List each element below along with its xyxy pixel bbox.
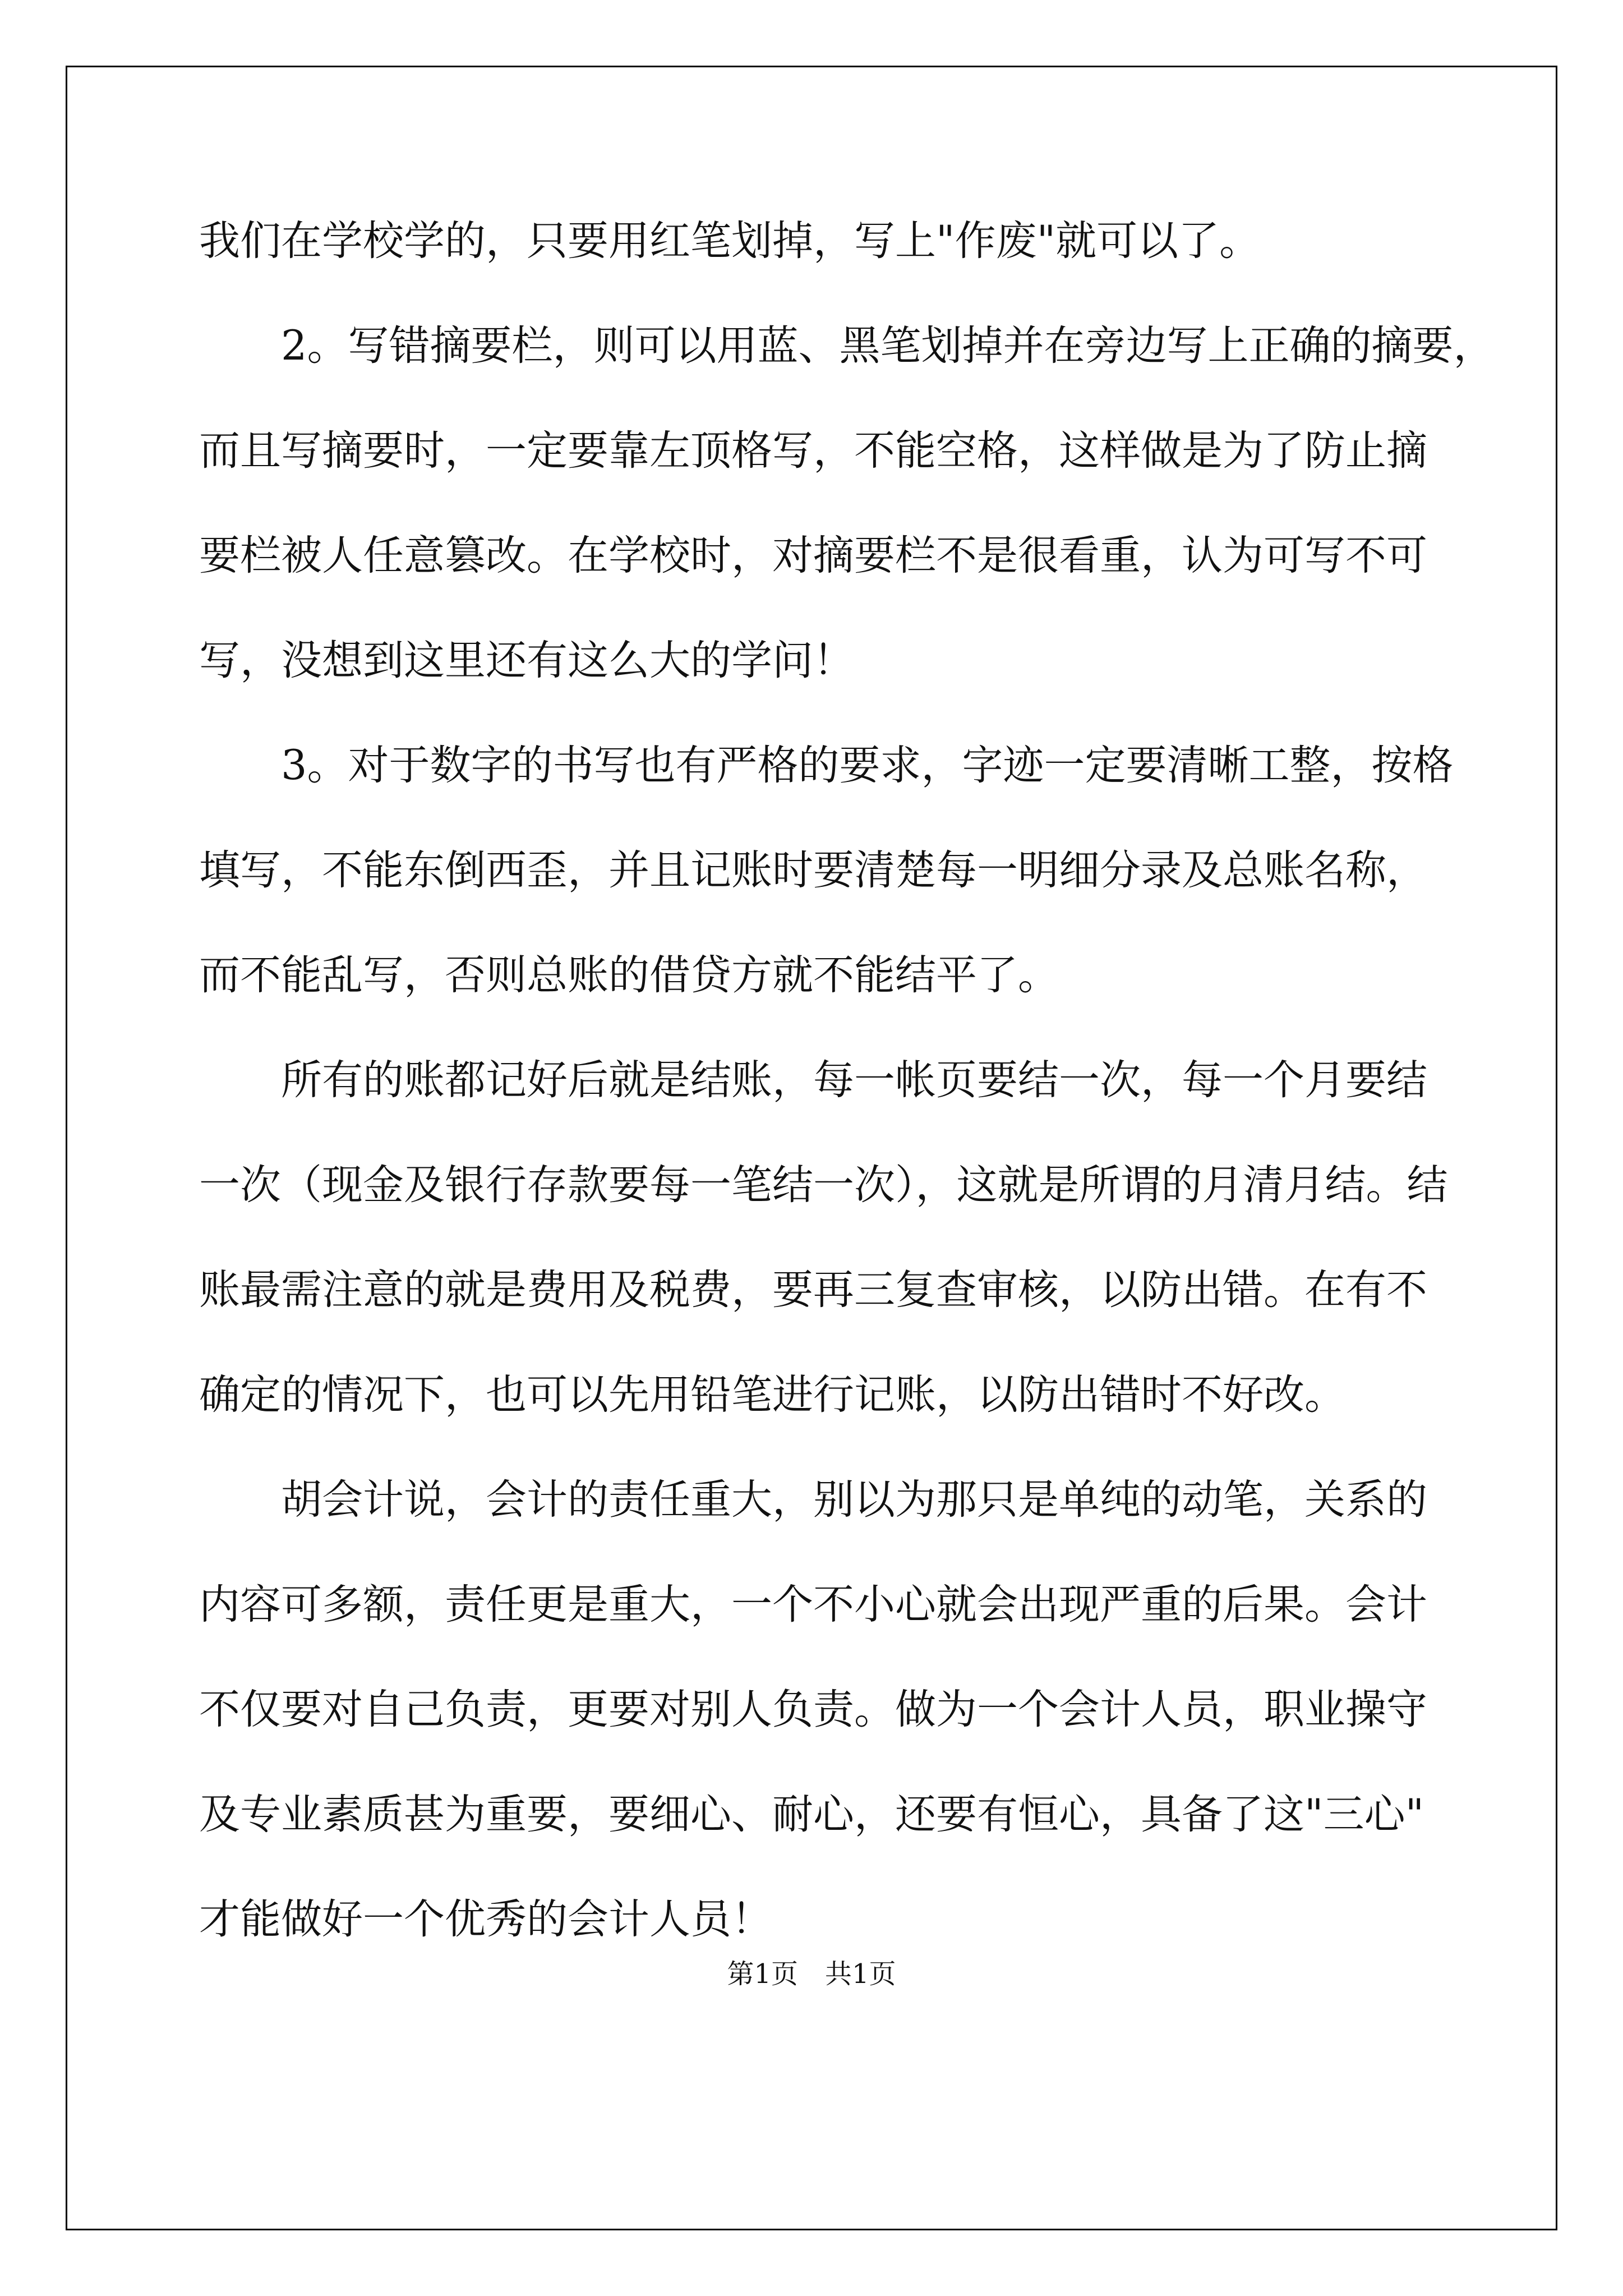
text-line: 内容可多额，责任更是重大，一个不小心就会出现严重的后果。会计 xyxy=(199,1581,1427,1628)
text-line: 而不能乱写，否则总账的借贷方就不能结平了。 xyxy=(199,951,1059,999)
text-line: 写，没想到这里还有这么大的学问！ xyxy=(199,637,854,684)
text-line: 3。对于数字的书写也有严格的要求，字迹一定要清晰工整，按格 xyxy=(199,742,1454,789)
text-line: 确定的情况下，也可以先用铅笔进行记账，以防出错时不好改。 xyxy=(199,1371,1345,1419)
text-line: 填写，不能东倒西歪，并且记账时要清楚每一明细分录及总账名称， xyxy=(199,846,1427,894)
text-line: 而且写摘要时，一定要靠左顶格写，不能空格，这样做是为了防止摘 xyxy=(199,427,1427,475)
text-line: 不仅要对自己负责，更要对别人负责。做为一个会计人员，职业操守 xyxy=(199,1686,1427,1733)
text-line: 胡会计说，会计的责任重大，别以为那只是单纯的动笔，关系的 xyxy=(199,1476,1427,1524)
text-line: 账最需注意的就是费用及税费，要再三复查审核，以防出错。在有不 xyxy=(199,1266,1427,1314)
text-line: 2。写错摘要栏，则可以用蓝、黑笔划掉并在旁边写上正确的摘要， xyxy=(199,322,1495,370)
text-line: 所有的账都记好后就是结账，每一帐页要结一次，每一个月要结 xyxy=(199,1056,1427,1104)
text-line: 要栏被人任意篡改。在学校时，对摘要栏不是很看重，认为可写不可 xyxy=(199,532,1427,579)
text-line: 我们在学校学的，只要用红笔划掉，写上"作废"就可以了。 xyxy=(199,217,1261,265)
text-line: 才能做好一个优秀的会计人员！ xyxy=(199,1895,772,1943)
text-line: 一次（现金及银行存款要每一笔结一次），这就是所谓的月清月结。结 xyxy=(199,1161,1448,1209)
page-number-footer: 第1页 共1页 xyxy=(727,1958,896,1990)
text-line: 及专业素质甚为重要，要细心、耐心，还要有恒心，具备了这"三心" xyxy=(199,1791,1424,1838)
